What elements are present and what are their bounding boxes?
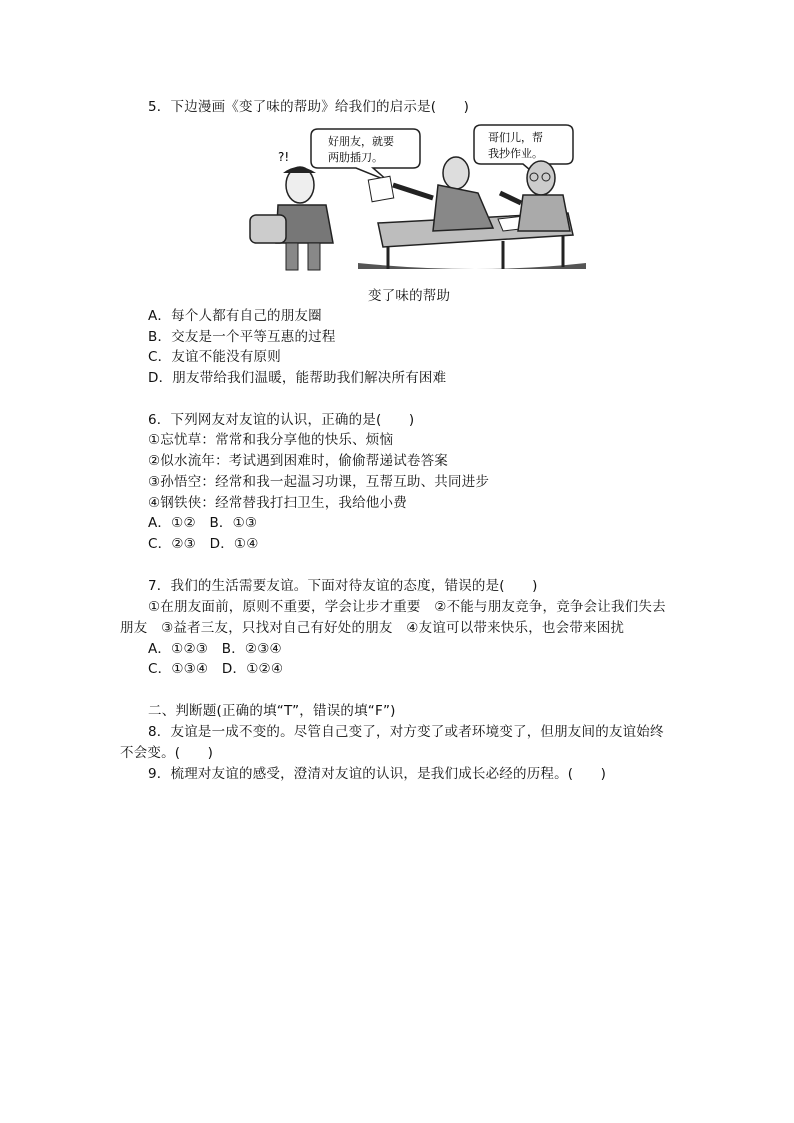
bubble-left-line1: 好朋友，就要 <box>328 135 394 148</box>
question-6-stem: 6．下列网友对友谊的认识，正确的是( ) <box>148 412 415 428</box>
q5-option-c: C．友谊不能没有原则 <box>148 349 281 365</box>
q6-item-1: ①忘忧草：常常和我分享他的快乐、烦恼 <box>148 432 394 448</box>
cartoon-image <box>238 123 588 273</box>
q5-option-b: B．交友是一个平等互惠的过程 <box>148 329 336 345</box>
q6-options-ab: A．①② B．①③ <box>148 515 258 531</box>
bubble-right-line1: 哥们儿，帮 <box>488 131 543 144</box>
question-5-stem: 5．下边漫画《变了味的帮助》给我们的启示是( ) <box>148 99 470 115</box>
q6-options-cd: C．②③ D．①④ <box>148 536 259 552</box>
q7-items-line1: ①在朋友面前，原则不重要，学会让步才重要 ②不能与朋友竞争，竞争会让我们失去 <box>148 599 666 615</box>
q6-item-4: ④钢铁侠：经常替我打扫卫生，我给他小费 <box>148 495 407 511</box>
question-9: 9．梳理对友谊的感受，澄清对友谊的认识，是我们成长必经的历程。( ) <box>148 766 607 782</box>
section-2-heading: 二、判断题(正确的填“T”，错误的填“F”) <box>148 703 396 719</box>
q7-options-ab: A．①②③ B．②③④ <box>148 641 282 657</box>
question-8-line1: 8．友谊是一成不变的。尽管自己变了，对方变了或者环境变了，但朋友间的友谊始终 <box>148 724 664 740</box>
cartoon-caption: 变了味的帮助 <box>368 288 451 304</box>
q5-option-d: D．朋友带给我们温暖，能帮助我们解决所有困难 <box>148 370 447 386</box>
question-7-stem: 7．我们的生活需要友谊。下面对待友谊的态度，错误的是( ) <box>148 578 538 594</box>
bubble-right-line2: 我抄作业。 <box>488 147 543 160</box>
q6-item-2: ②似水流年：考试遇到困难时，偷偷帮递试卷答案 <box>148 453 449 469</box>
bubble-left-line2: 两肋插刀。 <box>328 151 383 164</box>
q6-item-3: ③孙悟空：经常和我一起温习功课，互帮互助、共同进步 <box>148 474 490 490</box>
q5-option-a: A．每个人都有自己的朋友圈 <box>148 308 322 324</box>
q7-items-line2: 朋友 ③益者三友，只找对自己有好处的朋友 ④友谊可以带来快乐，也会带来困扰 <box>120 620 625 636</box>
q7-options-cd: C．①③④ D．①②④ <box>148 661 284 677</box>
bystander-marks: ?! <box>278 150 290 164</box>
question-8-line2: 不会变。( ) <box>120 745 214 761</box>
